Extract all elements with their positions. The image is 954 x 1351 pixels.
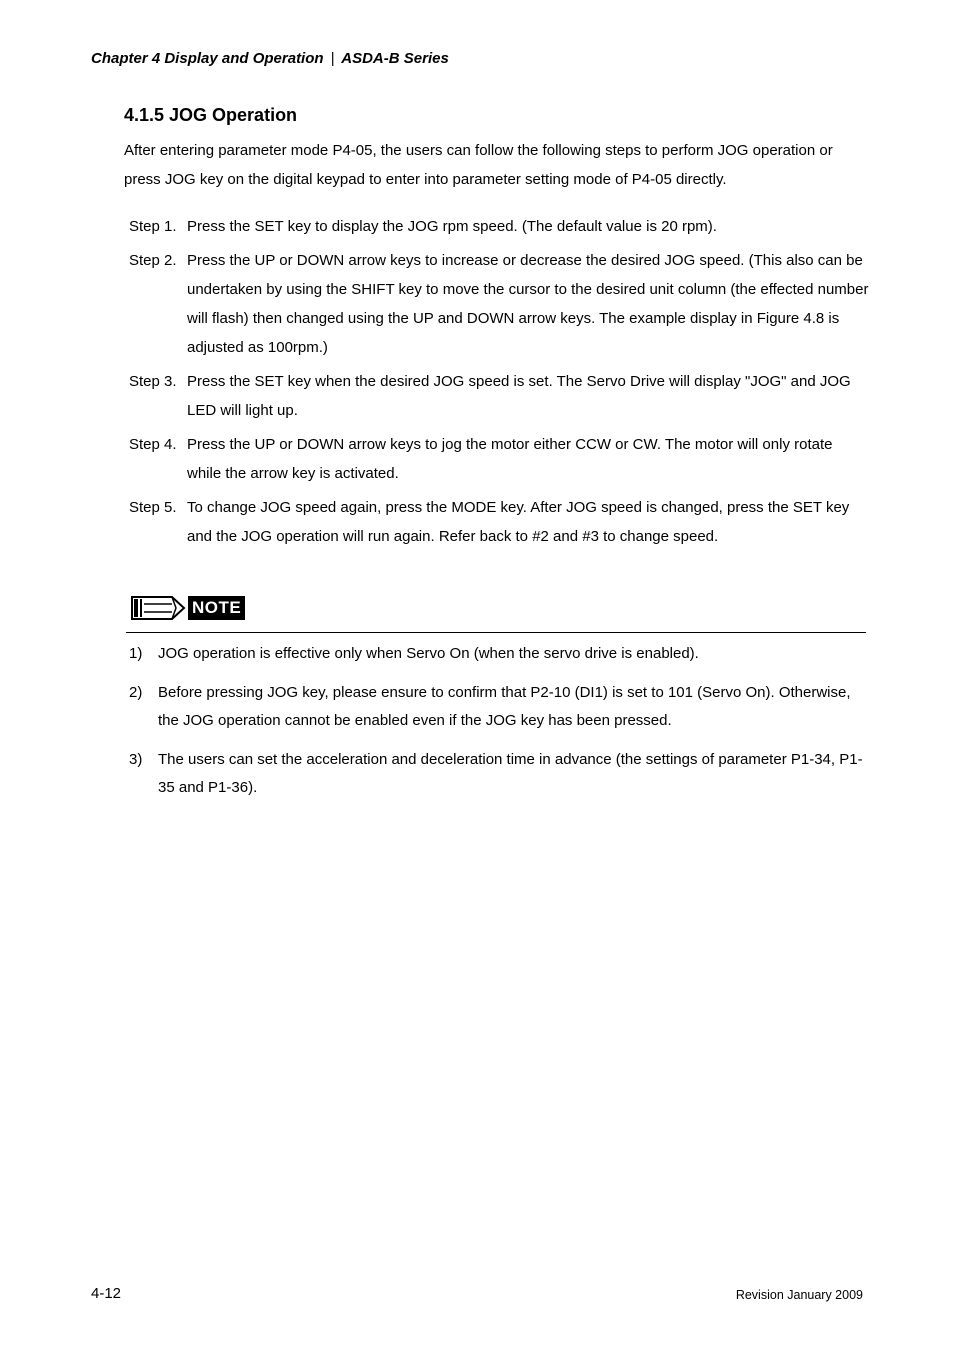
note-number: 3)	[129, 751, 143, 768]
chapter-title: Chapter 4 Display and Operation	[91, 50, 324, 67]
note-text: The users can set the acceleration and deceleration time in advance (the settings of parameter P1-34, P1-35 and P1-36).	[158, 751, 863, 796]
note-number: 2)	[129, 684, 143, 701]
page-header	[91, 50, 449, 67]
step-text: Press the SET key when the desired JOG speed is set. The Servo Drive will display "JOG" and JOG LED will light up.	[187, 373, 851, 419]
step-text: Press the UP or DOWN arrow keys to jog the motor either CCW or CW. The motor will only rotate while the arrow key is activated.	[187, 436, 833, 482]
revision-date: Revision January 2009	[735, 1288, 863, 1302]
step-label: Step 1.	[129, 218, 177, 235]
step-item	[129, 430, 869, 488]
step-text: Press the SET key to display the JOG rpm speed. (The default value is 20 rpm).	[187, 218, 717, 235]
note-divider	[126, 632, 866, 633]
note-number: 1)	[129, 645, 143, 662]
section-title: 4.1.5 JOG Operation	[124, 105, 298, 125]
notes-list	[129, 640, 869, 813]
note-text: Before pressing JOG key, please ensure to confirm that P2-10 (DI1) is set to 101 (Servo On). Otherwise, the JOG operation cannot be enabled even if the JOG key has been pressed.	[158, 684, 851, 729]
step-label: Step 3.	[129, 373, 177, 390]
series-name: ASDA-B Series	[341, 50, 449, 67]
step-label: Step 2.	[129, 252, 177, 269]
step-item	[129, 493, 869, 551]
step-text: Press the UP or DOWN arrow keys to increase or decrease the desired JOG speed. (This also can be undertaken by using the SHIFT key to move the cursor to the desired unit column (the effected number will flash) then changed using the UP and DOWN arrow keys. The example display in Figure 4.8 is adjusted as 100rpm.)	[187, 252, 869, 356]
note-item	[129, 679, 869, 735]
note-text: JOG operation is effective only when Servo On (when the servo drive is enabled).	[158, 645, 699, 662]
intro-paragraph: After entering parameter mode P4-05, the users can follow the following steps to perform JOG operation or press JOG key on the digital keypad to enter into parameter setting mode of P4-05 directly.	[124, 142, 833, 188]
step-item	[129, 246, 869, 362]
steps-list	[129, 212, 869, 556]
step-label: Step 4.	[129, 436, 177, 453]
note-label: NOTE	[188, 596, 245, 620]
note-item	[129, 746, 869, 802]
note-heading	[130, 594, 245, 622]
step-text: To change JOG speed again, press the MODE key. After JOG speed is changed, press the SET key and the JOG operation will run again. Refer back to #2 and #3 to change speed.	[187, 499, 850, 545]
step-label: Step 5.	[129, 499, 177, 516]
pencil-note-icon	[130, 594, 186, 622]
note-item	[129, 640, 869, 668]
step-item	[129, 367, 869, 425]
header-separator: |	[330, 50, 335, 67]
page-number: 4-12	[91, 1285, 122, 1302]
step-item	[129, 212, 869, 241]
